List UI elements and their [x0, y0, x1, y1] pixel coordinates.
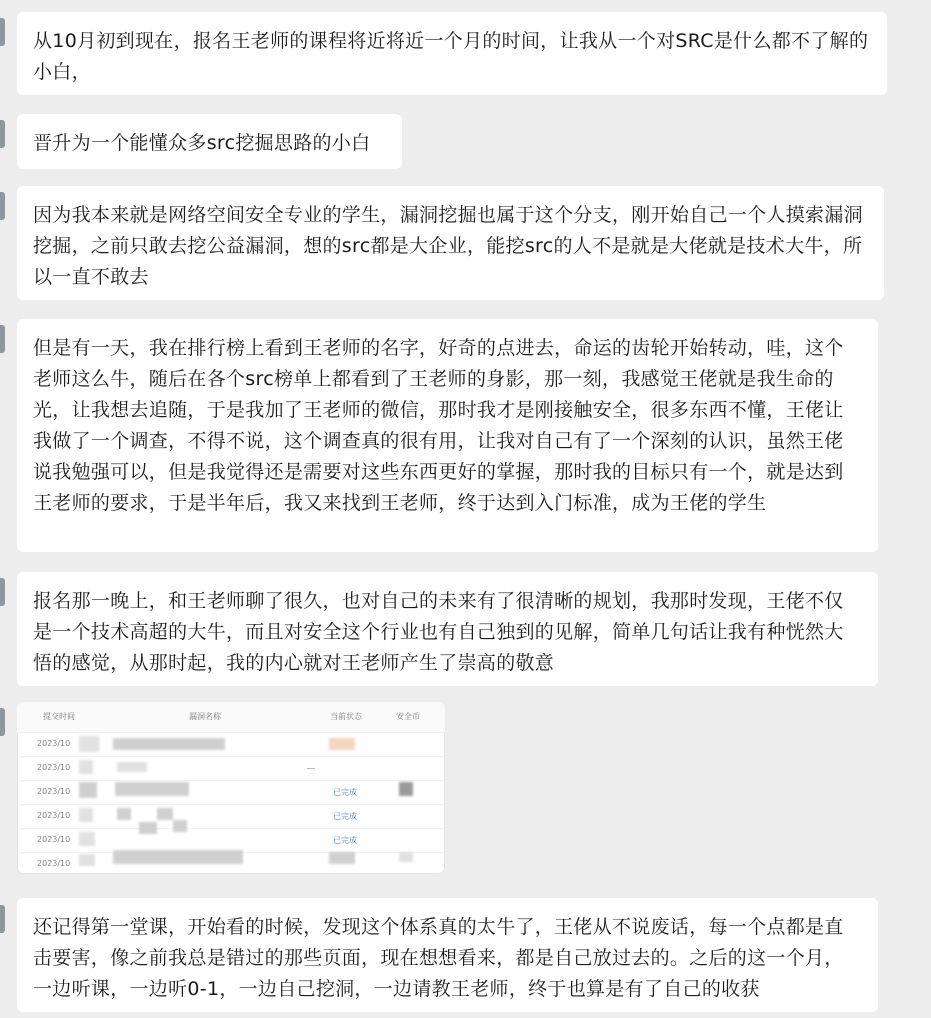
divider-mark — [307, 768, 315, 769]
message-text: 晋升为一个能懂众多src挖掘思路的小白 — [33, 132, 371, 154]
table-header — [17, 702, 445, 733]
redacted-block — [79, 736, 99, 752]
avatar[interactable] — [0, 325, 5, 353]
column-header-status: 当前状态 — [330, 712, 362, 721]
avatar[interactable] — [0, 905, 5, 933]
redacted-block — [79, 782, 97, 798]
redacted-block — [113, 850, 243, 864]
avatar[interactable] — [0, 18, 5, 46]
redacted-block — [329, 738, 355, 750]
message-bubble[interactable] — [17, 898, 878, 1012]
redacted-block — [329, 852, 355, 864]
redacted-block — [117, 762, 147, 772]
message-text: 从10月初到现在，报名王老师的课程将近将近一个月的时间，让我从一个对SRC是什么都不了解的小白， — [33, 30, 869, 83]
message-text: 因为我本来就是网络空间安全专业的学生，漏洞挖掘也属于这个分支，刚开始自己一个人摸索漏洞挖掘，之前只敢去挖公益漏洞，想的src都是大企业，能挖src的人不是就是大佬就是技术大牛，所以一直不敢去 — [33, 204, 863, 288]
message-bubble[interactable] — [17, 12, 887, 95]
message-bubble[interactable] — [17, 572, 878, 686]
redacted-block — [173, 820, 187, 832]
message-text: 报名那一晚上，和王老师聊了很久，也对自己的未来有了很清晰的规划，我那时发现，王佬不仅是一个技术高超的大牛，而且对安全这个行业也有自己独到的见解，简单几句话让我有种恍然大悟的感觉，从那时起，我的内心就对王老师产生了崇高的敬意 — [33, 590, 844, 674]
message-bubble[interactable] — [17, 186, 884, 300]
redacted-block — [113, 738, 225, 750]
redacted-block — [79, 854, 95, 866]
cell-status: 已完成 — [333, 788, 357, 797]
redacted-block — [157, 808, 173, 820]
avatar[interactable] — [0, 120, 5, 148]
cell-date: 2023/10 — [37, 859, 71, 868]
redacted-block — [79, 760, 93, 774]
redacted-block — [139, 822, 157, 834]
column-header-vuln-name: 漏洞名称 — [189, 712, 221, 721]
avatar[interactable] — [0, 192, 5, 220]
message-bubble[interactable] — [17, 319, 878, 552]
redacted-block — [117, 808, 131, 820]
cell-date: 2023/10 — [37, 763, 71, 772]
cell-date: 2023/10 — [37, 739, 71, 748]
message-text: 还记得第一堂课，开始看的时候，发现这个体系真的太牛了，王佬从不说废话，每一个点都是直击要害，像之前我总是错过的那些页面，现在想想看来，都是自己放过去的。之后的这一个月，一边听课，一边听0-1，一边自己挖洞，一边请教王老师，终于也算是有了自己的收获 — [33, 916, 844, 1000]
column-header-coins: 安全币 — [396, 712, 420, 721]
redacted-block — [399, 782, 413, 796]
cell-status: 已完成 — [333, 836, 357, 845]
message-text: 但是有一天，我在排行榜上看到王老师的名字，好奇的点进去，命运的齿轮开始转动，哇，这个老师这么牛，随后在各个src榜单上都看到了王老师的身影，那一刻，我感觉王佬就是我生命的光，让我想去追随，于是我加了王老师的微信，那时我才是刚接触安全，很多东西不懂，王佬让我做了一个调查，不得不说，这个调查真的很有用，让我对自己有了一个深刻的认识，虽然王佬说我勉强可以，但是我觉得还是需要对这些东西更好的掌握，那时我的目标只有一个，就是达到王老师的要求，于是半年后，我又来找到王老师，终于达到入门标准，成为王佬的学生 — [33, 337, 844, 514]
cell-date: 2023/10 — [37, 787, 71, 796]
cell-status: 已完成 — [333, 812, 357, 821]
redacted-block — [399, 852, 413, 862]
column-header-submit-time: 提交时间 — [43, 712, 75, 721]
cell-date: 2023/10 — [37, 835, 71, 844]
redacted-block — [79, 832, 95, 846]
redacted-block — [79, 808, 93, 822]
avatar[interactable] — [0, 578, 5, 606]
message-bubble[interactable] — [17, 114, 402, 169]
table-screenshot-image[interactable] — [17, 702, 445, 874]
cell-date: 2023/10 — [37, 811, 71, 820]
avatar[interactable] — [0, 708, 5, 736]
redacted-block — [115, 782, 189, 796]
